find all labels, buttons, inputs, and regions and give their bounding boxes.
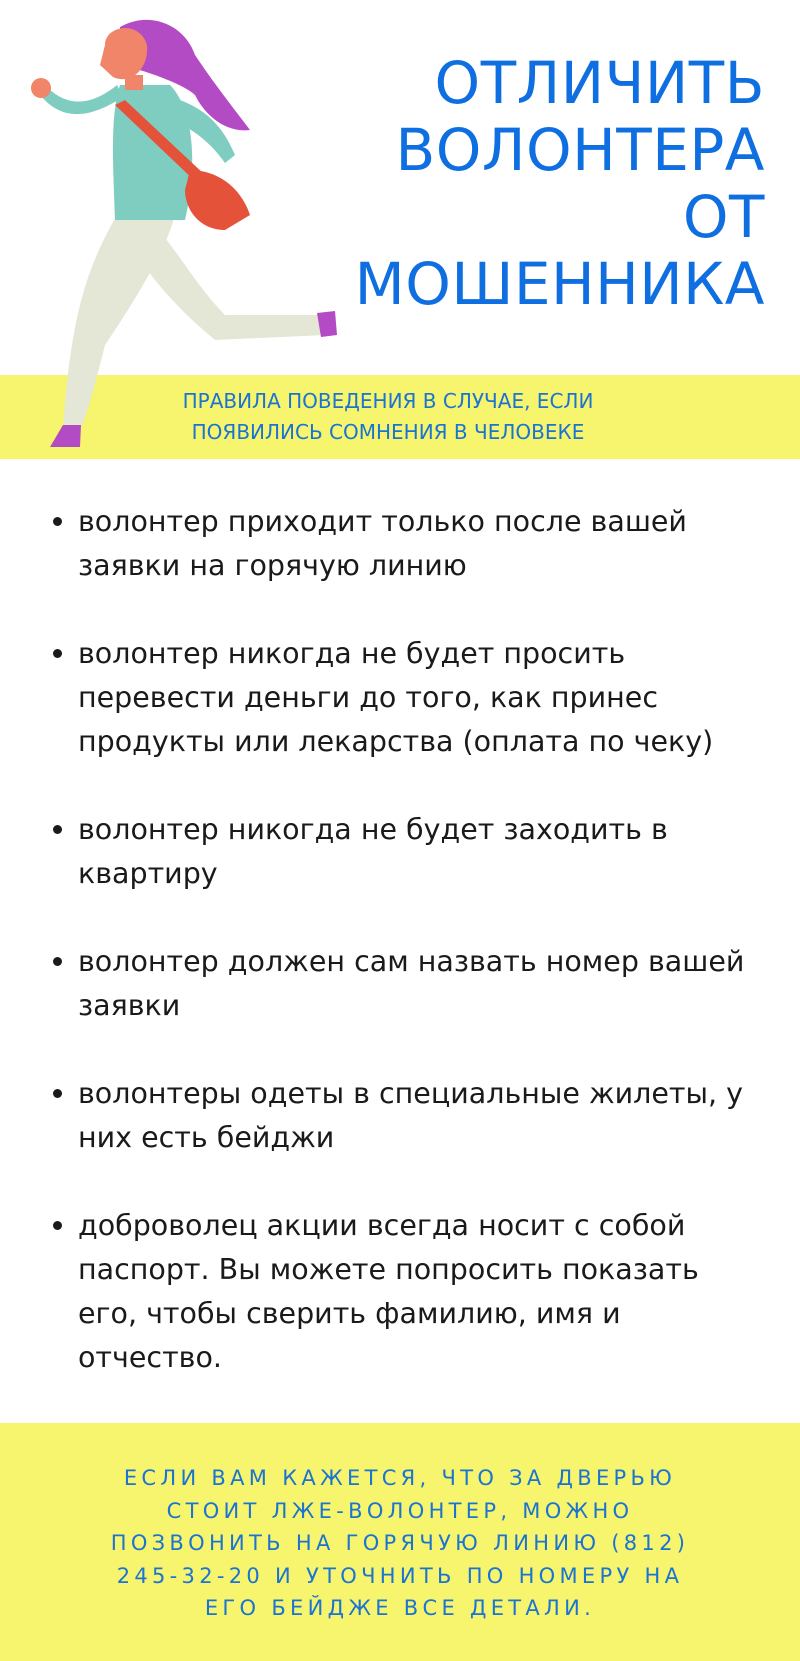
subtitle-line: ПОЯВИЛИСЬ СОМНЕНИЯ В ЧЕЛОВЕКЕ	[191, 420, 585, 444]
front-arm	[40, 85, 123, 114]
rules-list	[45, 500, 765, 1424]
page-title	[265, 50, 765, 318]
bullet-dot	[53, 1221, 62, 1230]
title-line: ОТ	[682, 183, 765, 251]
rule-text: волонтер должен сам назвать номер вашей заявки	[78, 945, 745, 1022]
bullet-dot	[53, 957, 62, 966]
hotline-line: ЕСЛИ ВАМ КАЖЕТСЯ, ЧТО ЗА ДВЕРЬЮ	[123, 1466, 677, 1490]
neck	[125, 75, 143, 90]
bullet-dot	[53, 825, 62, 834]
rule-text: доброволец акции всегда носит с собой паспорт. Вы можете попросить показать его, чтобы сверить фамилию, имя и отчество.	[78, 1209, 699, 1374]
face	[100, 28, 147, 79]
bullet-dot	[53, 649, 62, 658]
rule-text: волонтеры одеты в специальные жилеты, у них есть бейджи	[78, 1077, 744, 1154]
rule-item	[45, 808, 765, 896]
bag	[185, 170, 250, 230]
rule-item	[45, 500, 765, 588]
hotline-note	[60, 1462, 740, 1625]
rule-item	[45, 632, 765, 764]
hotline-line: 245-32-20 И УТОЧНИТЬ ПО НОМЕРУ НА	[116, 1563, 684, 1588]
rule-item	[45, 940, 765, 1028]
front-shoe	[50, 425, 81, 447]
rule-text: волонтер никогда не будет заходить в квартиру	[78, 813, 668, 890]
page-subtitle	[118, 386, 658, 448]
subtitle-line: ПРАВИЛА ПОВЕДЕНИЯ В СЛУЧАЕ, ЕСЛИ	[182, 389, 594, 413]
hotline-line: СТОИТ ЛЖЕ-ВОЛОНТЕР, МОЖНО	[166, 1498, 634, 1523]
hotline-line: ЕГО БЕЙДЖЕ ВСЕ ДЕТАЛИ.	[204, 1596, 596, 1620]
bullet-dot	[53, 517, 62, 526]
fist	[31, 78, 51, 98]
title-line: МОШЕННИКА	[354, 250, 765, 318]
rule-item	[45, 1072, 765, 1160]
bullet-dot	[53, 1089, 62, 1098]
rule-text: волонтер никогда не будет просить перевести деньги до того, как принес продукты или лекарства (оплата по чеку)	[78, 637, 714, 758]
rule-item	[45, 1204, 765, 1380]
header	[0, 0, 800, 444]
rule-text: волонтер приходит только после вашей заявки на горячую линию	[78, 505, 687, 582]
title-line: ВОЛОНТЕРА	[395, 116, 765, 184]
hotline-line: ПОЗВОНИТЬ НА ГОРЯЧУЮ ЛИНИЮ (812)	[110, 1531, 690, 1555]
title-line: ОТЛИЧИТЬ	[434, 49, 765, 117]
